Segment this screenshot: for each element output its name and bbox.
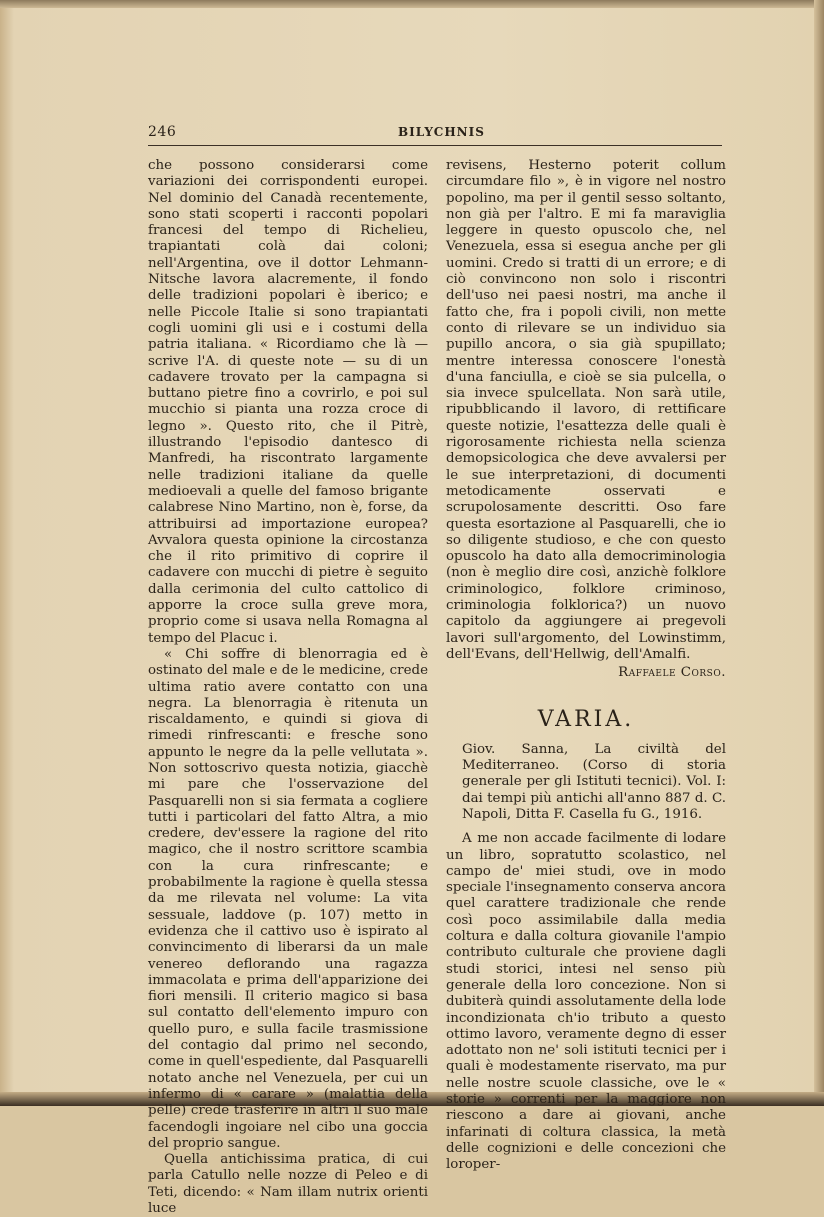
running-title: BILYCHNIS [398, 125, 485, 139]
author-signature: Raffaele Corso. [618, 665, 726, 681]
bibliographic-entry: Giov. Sanna, La civiltà del Mediterraneo. (Corso di storia generale per gli Istituti tecnici). Vol. I: dai tempi più antichi all'anno 887 d. C. Napoli, Ditta F. Casella fu G., 1916. [462, 741, 726, 822]
left-column [148, 158, 428, 1217]
left-paragraph-2: « Chi soffre di blenorragia ed è ostinato del male e de le medicine, crede ultima ratio avere contatto con una negra. La blenorragia è ritenuta un riscaldamento, e quindi si giova di rimedi rinfrescanti: e fresche sono appunto le negre da la pelle vellutata ». Non sottoscrivo questa notizia, giacchè mi pare che l'osservazione del Pasquarelli non si sia fermata a cogliere tutti i particolari del fatto Altra, a mio credere, dev'essere la ragione del rito magico, che il nostro scrittore scambia con la cura rinfrescante; e probabilmente la ragione è quella stessa da me rilevata nel volume: La vita sessuale, laddove (p. 107) metto in evidenza che il cattivo uso è ispirato al convincimento di liberarsi da un male venereo deflorando una ragazza immacolata e prima dell'apparizione dei fiori mensili. Il criterio magico si basa sul contatto dell'elemento impuro con quello puro, e sulla facile trasmissione del contagio dal primo nel secondo, come in quell'espediente, dal Pasquarelli notato anche nel Venezuela, per cui un infermo di « carare » (malattia della pelle) crede trasferire in altri il suo male facendogli ingoiare nel cibo una goccia del proprio sangue. [148, 646, 428, 1151]
page-right-edge [814, 0, 824, 1106]
right-paragraph-2: A me non accade facilmente di lodare un libro, sopratutto scolastico, nel campo de' miei studi, ove in modo speciale l'insegnamento conserva ancora quel carattere tradizionale che rende così poco assimilabile dalla media coltura e dalla coltura giovanile l'ampio contributo culturale che proviene dagli studi storici, intesi nel senso più generale della loro concezione. Non si dubiterà quindi assolutamente della lode incondizionata ch'io tributo a questo ottimo lavoro, veramente degno di esser adottato non ne' soli istituti tecnici per i quali è modestamente riservato, ma pur nelle nostre scuole classiche, ove le « storie » correnti per la maggiore non riescono a dare ai giovani, anche infarinati di coltura classica, la metà delle cognizioni e delle concezioni che loroper- [446, 831, 726, 1173]
left-paragraph-3: Quella antichissima pratica, di cui parla Catullo nelle nozze di Peleo e di Teti, dicendo: « Nam illam nutrix orienti luce [148, 1152, 428, 1216]
left-paragraph-1: che possono considerarsi come variazioni dei corrispondenti europei. Nel dominio del Canadà recentemente, sono stati scoperti i racconti popolari francesi del tempo di Richelieu, trapiantati colà dai coloni; nell'Argentina, ove il dottor Lehmann-Nitsche lavora alacremente, il fondo delle tradizioni popolari è iberico; e nelle Piccole Italie si sono trapiantati cogli uomini gli usi e i costumi della patria italiana. « Ricordiamo che là — scrive l'A. di queste note — su di un cadavere trovato per la campagna si buttano pietre fino a covrirlo, e poi sul mucchio si pianta una rozza croce di legno ». Questo rito, che il Pitrè, illustrando l'episodio dantesco di Manfredi, ha riscontrato largamente nelle tradizioni italiane da quelle medioevali a quelle del famoso brigante calabrese Nino Martino, non è, forse, da attribuirsi ad importazione europea? Avvalora questa opinione la circostanza che il rito primitivo di coprire il cadavere con mucchi di pietre è seguito dalla cerimonia del culto cattolico di apporre la croce sulla greve mora, proprio come si usava nella Romagna al tempo del Placuc i. [148, 158, 428, 646]
page-header [148, 124, 722, 146]
right-paragraph-1: revisens, Hesterno poterit collum circumdare filo », è in vigore nel nostro popolino, ma per il gentil sesso soltanto, non già per l'altro. E mi fa maraviglia leggere in questo opuscolo che, nel Venezuela, essa si esegua anche per gli uomini. Credo si tratti di un errore; e di ciò convincono non solo i riscontri dell'uso nei paesi nostri, ma anche il fatto che, fra i popoli civili, non mette conto di rilevare se un individuo sia pupillo ancora, o sia già spupillato; mentre interessa conoscere l'onestà d'una fanciulla, e cioè se sia pulcella, o sia invece spulcellata. Non sarà utile, ripubblicando il lavoro, di rettificare queste notizie, l'esattezza delle quali è rigorosamente richiesta nella scienza demopsicologica che deve avvalersi per le sue interpretazioni, di documenti metodicamente osservati e scrupolosamente descritti. Oso fare questa esortazione al Pasquarelli, che io so diligente studioso, e che con questo opuscolo ha dato alla democriminologia (non è meglio dire così, anzichè folklore criminologico, folklore criminoso, criminologia folklorica?) un nuovo capitolo da aggiungere ai pregevoli lavori sull'argomento, del Lowinstimm, dell'Evans, dell'Hellwig, dell'Amalfi. [446, 158, 726, 662]
page-number: 246 [148, 124, 177, 140]
right-column [446, 158, 726, 1174]
header-rule [148, 145, 722, 146]
section-title: VARIA. [537, 706, 635, 732]
page-top-edge [0, 0, 824, 8]
